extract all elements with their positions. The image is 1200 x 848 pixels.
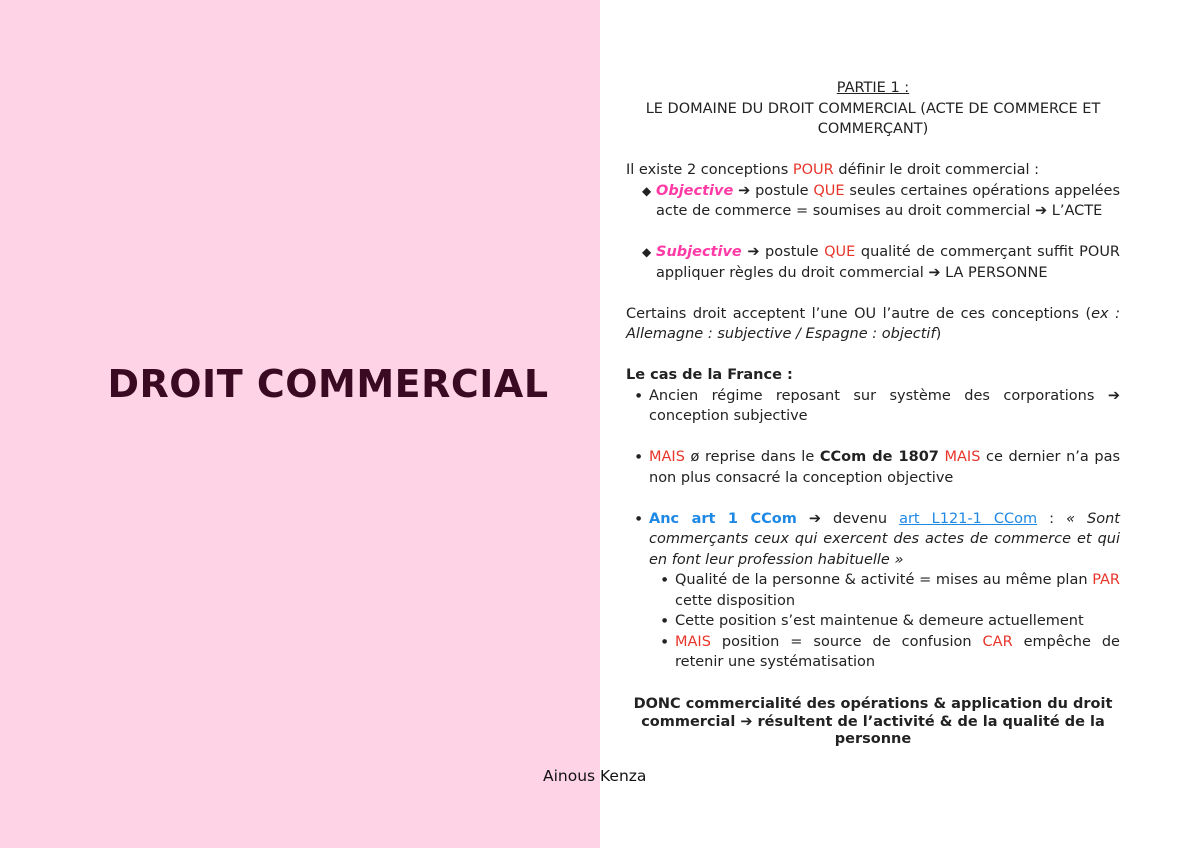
list-item: ● Anc art 1 CCom ➔ devenu art L121-1 CCom : « Sont commerçants ceux qui exercent des actes de commerce et qui en font leur profession habituelle » [626, 509, 1120, 571]
dot-bullet-icon: ● [636, 391, 642, 399]
list-item: ● MAIS ø reprise dans le CCom de 1807 MAIS ce dernier n’a pas non plus consacré la conception objective [626, 447, 1120, 488]
list-item: ● Ancien régime reposant sur système des corporations ➔ conception subjective [626, 386, 1120, 427]
diamond-bullet-icon: ◆ [642, 245, 652, 259]
conclusion: DONC commercialité des opérations & application du droit commercial ➔ résultent de l’activité & de la qualité de la personne [633, 696, 1113, 747]
dot-bullet-icon: ● [662, 637, 668, 645]
subjective-item: ◆ Subjective ➔ postule QUE qualité de commerçant suffit POUR appliquer règles du droit commercial ➔ LA PERSONNE [626, 242, 1120, 283]
sub-list-item: ● Cette position s’est maintenue & demeure actuellement [626, 611, 1120, 632]
dot-bullet-icon: ● [662, 576, 668, 583]
diamond-bullet-icon: ◆ [642, 183, 652, 198]
objective-item: ◆ Objective ➔ postule QUE seules certaines opérations appelées acte de commerce = soumises au droit commercial ➔ L’ACTE [626, 181, 1120, 222]
sub-list-item: ● MAIS position = source de confusion CAR empêche de retenir une systématisation [626, 632, 1120, 673]
certains-paragraph: Certains droit acceptent l’une OU l’autre de ces conceptions (ex : Allemagne : subjective / Espagne : objectif) [626, 305, 1120, 342]
section-heading: Le cas de la France : [626, 367, 793, 383]
cover-title: DROIT COMMERCIAL [107, 362, 549, 406]
partie-title: LE DOMAINE DU DROIT COMMERCIAL (ACTE DE COMMERCE ET COMMERÇANT) [645, 100, 1101, 137]
dot-bullet-icon: ● [636, 453, 642, 460]
article-link[interactable]: art L121-1 CCom [899, 510, 1038, 527]
dot-bullet-icon: ● [662, 617, 668, 624]
subjective-label: Subjective [656, 244, 742, 260]
intro-paragraph: Il existe 2 conceptions POUR définir le droit commercial : [626, 162, 1040, 178]
partie-label: PARTIE 1 : [836, 80, 910, 96]
objective-label: Objective [656, 182, 734, 199]
content-panel [626, 78, 1120, 749]
dot-bullet-icon: ● [636, 514, 642, 522]
sub-list-item: ● Qualité de la personne & activité = mises au même plan PAR cette disposition [626, 570, 1120, 611]
author-name: Ainous Kenza [543, 767, 647, 785]
